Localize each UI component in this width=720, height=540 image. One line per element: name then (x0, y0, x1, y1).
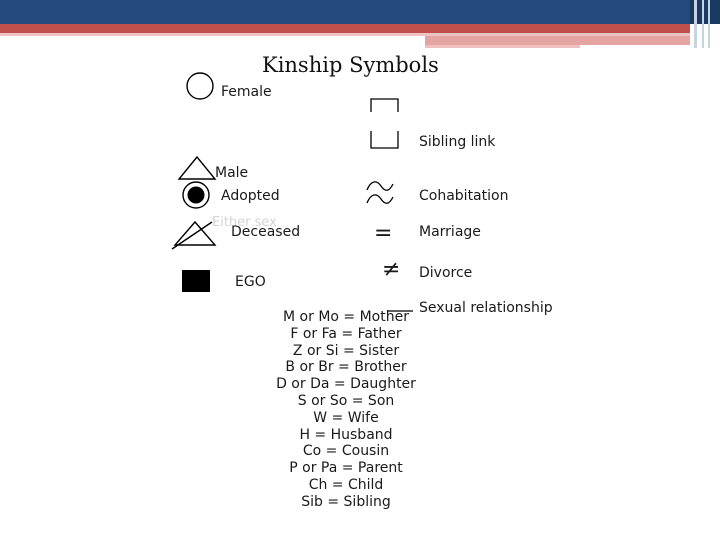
female-label: Female (221, 84, 272, 100)
abbreviation-list (256, 309, 436, 511)
abbreviation-item: Sib = Sibling (301, 493, 391, 510)
sibling-link-label: Sibling link (419, 134, 496, 150)
either-sex-label: Either sex (212, 215, 277, 230)
divorce-symbol: ≠ (382, 257, 401, 282)
abbreviation-item: D or Da = Daughter (276, 376, 416, 393)
abbreviation-item: Co = Cousin (302, 443, 390, 460)
divorce-label: Divorce (419, 265, 473, 281)
adopted-label: Adopted (221, 188, 280, 204)
abbreviation-item: S or So = Son (297, 392, 395, 409)
sexual-relationship-label: Sexual relationship (419, 300, 553, 316)
abbreviation-item: B or Br = Brother (285, 359, 407, 376)
abbreviation-item: M or Mo = Mother (283, 309, 409, 325)
abbreviation-item: H = Husband (299, 426, 393, 443)
abbreviation-item: Ch = Child (308, 476, 384, 493)
male-label: Male (215, 165, 249, 181)
deceased-label: Deceased (231, 224, 301, 240)
abbreviation-item: F or Fa = Father (290, 325, 402, 342)
marriage-label: Marriage (419, 224, 481, 240)
page-title: Kinship Symbols (262, 53, 439, 77)
cohabitation-label: Cohabitation (419, 188, 509, 204)
marriage-symbol: = (374, 221, 393, 246)
ego-label: EGO (235, 274, 266, 290)
abbreviation-item: W = Wife (313, 409, 379, 426)
abbreviation-item: P or Pa = Parent (289, 460, 403, 477)
abbreviation-item: Z or Si = Sister (292, 342, 400, 359)
